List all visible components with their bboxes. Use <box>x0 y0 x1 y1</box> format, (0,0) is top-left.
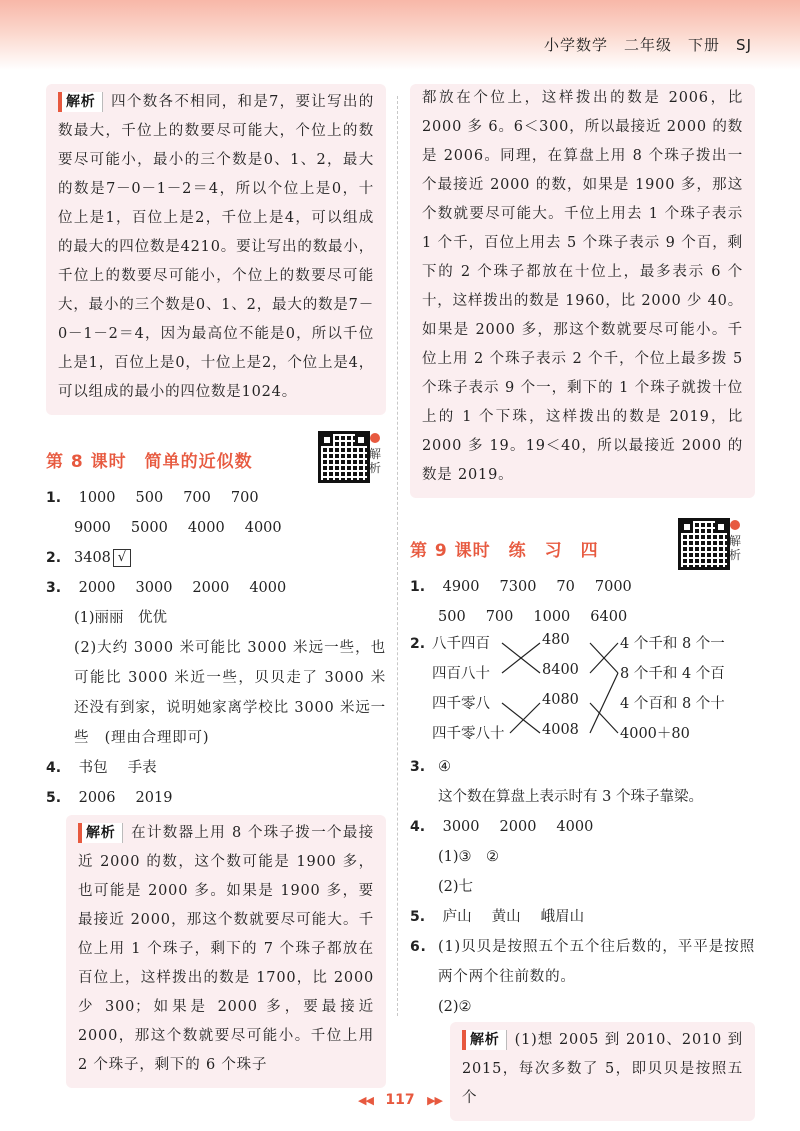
value: 700 <box>183 490 211 506</box>
value: 70 <box>556 579 575 595</box>
next-page-icon[interactable]: ▶▶ <box>427 1094 442 1107</box>
analysis-text: 四个数各不相同，和是7，要让写出的数最大，千位上的数要尽可能大，个位上的数要尽可能小，最小的三个数是0、1、2，最大的数是7－0－1－2＝4，所以个位上是0，十位上是1，百位上是2，千位上是4，可以组成的最大的四位数是4210。要让写出的数最小，千位上的数要尽可能小，个位上的数要尽可能大，最小的三个数是0、1、2，最大的数是7－0－1－2＝4，因为最高位不能是0，所以千位上是1，百位上是0，十位上是2，个位上是4，可以组成的最小的四位数是1024。 <box>58 94 374 400</box>
answer-number: 6. <box>410 939 427 955</box>
match-line <box>502 703 540 733</box>
value: 2000 <box>499 819 537 835</box>
match-right-item: 4 个千和 8 个一 <box>620 636 725 652</box>
play-icon <box>370 433 380 443</box>
value: 9000 <box>74 520 111 536</box>
analysis-text: 在计数器上用 8 个珠子拨一个最接近 2000 的数，这个数可能是 1900 多，也可能是 2000 多。如果是 1900 多，要最接近 2000，那这个数就要尽可能大。千位上用 1 个珠子，剩下的 7 个珠子都放在百位上，这样拨出的数是 1700，比 2000 少 300；如果是 2000 多，要最接近 2000，那这个数就要尽可能小。千位上用 2 个珠子，剩下的 6 个珠子 <box>78 825 374 1073</box>
answer-1 <box>46 483 386 513</box>
check-box: √ <box>113 549 131 567</box>
value: 庐山 <box>442 909 472 925</box>
exercise-3-note: 这个数在算盘上表示时有 3 个珠子靠梁。 <box>438 789 703 805</box>
value: 7300 <box>499 579 537 595</box>
exercise-5 <box>410 902 755 932</box>
analysis-text: 都放在个位上，这样拨出的数是 2006，比 2000 多 6。6＜300，所以最接近 2000 的数是 2006。同理，在算盘上用 8 个珠子拨出一个最接近 2000 的数，如果是 1900 多，那这个数就要尽可能大。千位上用去 1 个珠子表示 1 个千，百位上用去 5 个珠子表示 9 个百，剩下的 2 个珠子都放在十位上，最多表示 6 个十，这样拨出的数是 1960，比 2000 少 40。如果是 2000 多，那这个数就要尽可能小。千位上用 2 个珠子表示 2 个千，个位上最多拨 5 个珠子表示 9 个一，剩下的 1 个珠子就拨十位上的 1 个下珠，这样拨出的数是 2019，比 2000 多 19。19＜40，所以最接近 2000 的数是 2019。 <box>422 90 743 483</box>
analysis-tag: 解析 <box>462 1030 507 1050</box>
match-mid-item: 480 <box>542 632 570 648</box>
value: 2000 <box>78 580 116 596</box>
match-left-item: 四百八十 <box>432 666 490 682</box>
matching-exercise <box>410 632 755 752</box>
exercise-6-sub-1: (1)贝贝是按照五个五个往后数的，平平是按照两个两个往前数的。 <box>438 939 755 985</box>
exercise-6-sub-2: (2)② <box>438 999 472 1015</box>
page-number: 117 <box>385 1092 415 1108</box>
qr-code-icon[interactable] <box>318 431 370 483</box>
value: 4900 <box>442 579 480 595</box>
value: 6400 <box>590 609 628 625</box>
exercise-6 <box>410 932 755 992</box>
page-header-title: 小学数学 二年级 下册 SJ <box>544 36 752 54</box>
lesson-8-header <box>46 425 386 483</box>
lesson-8-title: 第 8 课时 简单的近似数 <box>46 452 253 472</box>
match-left-item: 八千四百 <box>432 636 490 652</box>
value: 2006 <box>78 790 116 806</box>
value: 500 <box>135 490 164 506</box>
value: 4000 <box>244 520 282 536</box>
value: 700 <box>230 490 259 506</box>
value: 4000 <box>556 819 594 835</box>
page-footer <box>0 1092 800 1108</box>
qr-label: 解析 <box>729 534 742 562</box>
match-left-item: 四千零八十 <box>432 726 505 742</box>
answer-number: 2. <box>410 636 426 652</box>
answer-4 <box>46 753 386 783</box>
column-divider <box>397 96 398 1016</box>
value: 4000 <box>249 580 287 596</box>
answer-number: 4. <box>46 760 62 776</box>
prev-page-icon[interactable]: ◀◀ <box>358 1094 373 1107</box>
answer-number: 5. <box>410 909 426 925</box>
match-right-item: 4 个百和 8 个十 <box>620 696 725 712</box>
answer-3-sub-1: (1)丽丽 优优 <box>74 610 168 626</box>
match-line <box>590 703 618 733</box>
analysis-text: (1)想 2005 到 2010、2010 到 2015，每次多数了 5，即贝贝是按照五个 <box>462 1032 743 1106</box>
exercise-4-sub-2: (2)七 <box>438 879 474 895</box>
match-mid-item: 4008 <box>542 722 579 738</box>
exercise-1 <box>410 572 755 602</box>
value: 500 <box>438 609 466 625</box>
analysis-tag: 解析 <box>78 823 123 843</box>
analysis-box-2 <box>66 815 386 1088</box>
answer-3-sub-2: (2)大约 3000 米可能比 3000 米远一些，也可能比 3000 米近一些，贝贝走了 3000 米还没有到家，说明她家离学校比 3000 米远一些 (理由合理即可) <box>74 640 386 746</box>
match-left-item: 四千零八 <box>432 696 490 712</box>
value: 5000 <box>130 520 168 536</box>
match-mid-item: 4080 <box>542 692 579 708</box>
match-right-item: 4000＋80 <box>620 726 690 742</box>
exercise-1-line-2 <box>410 602 755 632</box>
answer-number: 2. <box>46 550 62 566</box>
exercise-4-sub-1: (1)③ ② <box>438 849 500 865</box>
value: 1000 <box>533 609 571 625</box>
answer-1-line-2 <box>46 513 386 543</box>
answer-number: 3. <box>410 759 426 775</box>
match-mid-item: 8400 <box>542 662 579 678</box>
value: 3408 <box>74 550 111 566</box>
qr-code-icon[interactable] <box>678 518 730 570</box>
right-column <box>410 84 755 1121</box>
match-lines <box>410 632 755 752</box>
lesson-9-title: 第 9 课时 练 习 四 <box>410 541 599 561</box>
match-line <box>590 673 618 733</box>
value: 书包 <box>78 760 108 776</box>
match-line <box>510 703 540 733</box>
answer-3 <box>46 573 386 603</box>
match-right-item: 8 个千和 4 个百 <box>620 666 725 682</box>
answer-number: 1. <box>410 579 426 595</box>
value: 手表 <box>127 760 157 776</box>
answer-number: 1. <box>46 490 62 506</box>
answer-number: 4. <box>410 819 426 835</box>
value: 4000 <box>187 520 225 536</box>
value: 700 <box>485 609 514 625</box>
value: 2000 <box>192 580 230 596</box>
answer-number: 5. <box>46 790 62 806</box>
exercise-3 <box>410 752 755 782</box>
analysis-box-1 <box>46 84 386 415</box>
answer-2 <box>46 543 386 573</box>
lesson-9-header <box>410 508 755 572</box>
value: ④ <box>438 759 451 775</box>
value: 1000 <box>78 490 116 506</box>
play-icon <box>730 520 740 530</box>
value: 峨眉山 <box>540 909 585 925</box>
value: 3000 <box>135 580 173 596</box>
exercise-4 <box>410 812 755 842</box>
value: 3000 <box>442 819 480 835</box>
analysis-tag: 解析 <box>58 92 103 112</box>
answer-number: 3. <box>46 580 62 596</box>
qr-label: 解析 <box>369 447 382 475</box>
answer-5 <box>46 783 386 813</box>
left-column <box>46 84 386 1088</box>
value: 2019 <box>135 790 173 806</box>
value: 7000 <box>594 579 632 595</box>
value: 黄山 <box>491 909 521 925</box>
analysis-box-continued <box>410 84 755 498</box>
